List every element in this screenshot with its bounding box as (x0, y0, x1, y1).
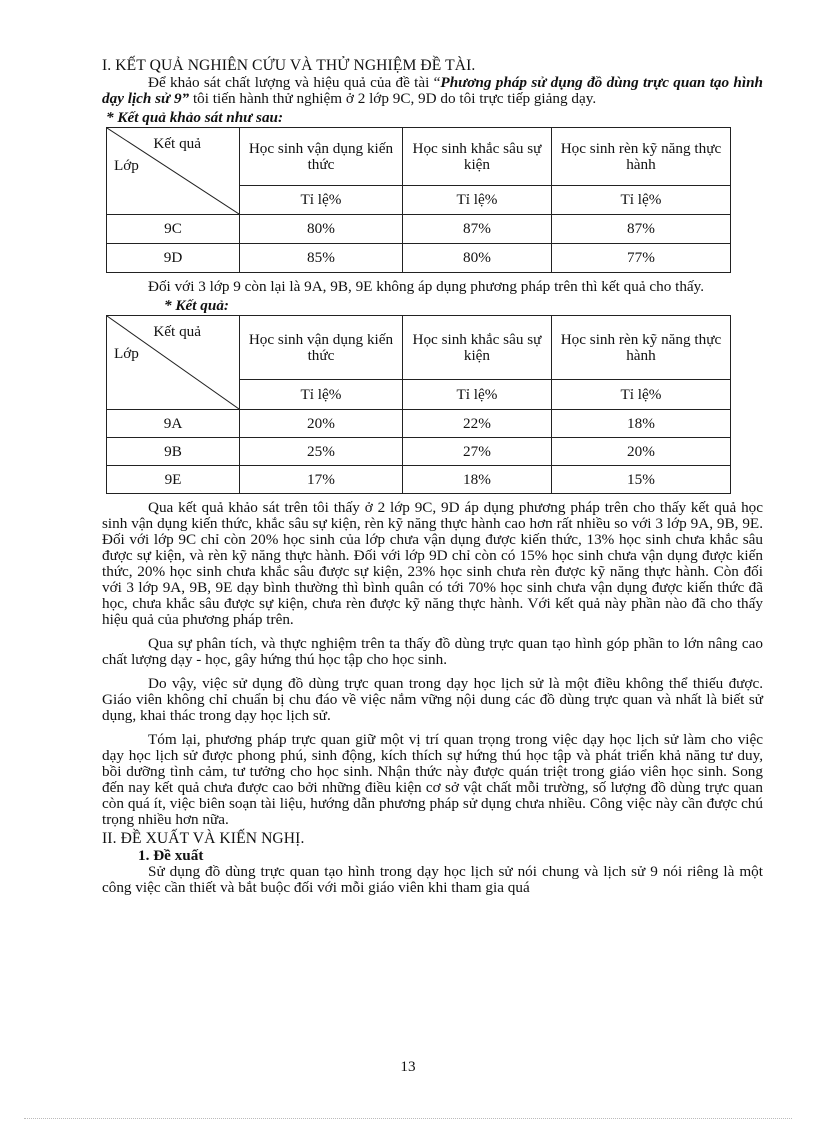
table-1-corner-cell (107, 128, 240, 215)
section-2-title: II. ĐỀ XUẤT VÀ KIẾN NGHỊ. (102, 830, 305, 847)
section-1-title: I. KẾT QUẢ NGHIÊN CỨU VÀ THỬ NGHIỆM ĐỀ TÀI. (102, 57, 476, 74)
table-2-subheader: Tỉ lệ% (551, 380, 730, 410)
value-cell: 20% (551, 438, 730, 466)
class-cell: 9D (107, 244, 240, 273)
table-2-subheader: Tỉ lệ% (402, 380, 551, 410)
analysis-paragraph: Qua sự phân tích, và thực nghiệm trên ta thấy đồ dùng trực quan tạo hình góp phần to lớn nâng cao chất lượng dạy - học, gây hứng thú học tập cho học sinh. (102, 635, 763, 668)
table-row (107, 244, 731, 273)
table-row (107, 438, 731, 466)
results-table-1 (106, 127, 731, 273)
analysis-paragraph: Tóm lại, phương pháp trực quan giữ một vị trí quan trọng trong việc dạy học lịch sử làm cho việc dạy học lịch sử được phong phú, sinh động, kích thích sự hứng thú học tập và phát triển khả năng tư duy, bồi dưỡng tình cảm, tư tưởng cho học sinh. Nhận thức này được quán triệt trong giáo viên học sinh. Song đến nay kết quả chưa được cao bởi những điều kiện cơ sở vật chất mỗi trường, số lượng đồ dùng trực quan còn quá ít, việc biên soạn tài liệu, hướng dẫn phương pháp sử dụng chưa nhiều. Công việc này cần được chú trọng nhiều hơn nữa. (102, 731, 763, 828)
note-paragraph: Đối với 3 lớp 9 còn lại là 9A, 9B, 9E không áp dụng phương pháp trên thì kết quả cho thấy. (148, 278, 705, 295)
table-1-subheader: Tỉ lệ% (402, 186, 551, 215)
corner-top-label: Kết quả (153, 135, 201, 152)
table-row (107, 215, 731, 244)
value-cell: 17% (240, 466, 403, 494)
table-2-corner-cell (107, 316, 240, 410)
results-table-2 (106, 315, 731, 494)
class-cell: 9C (107, 215, 240, 244)
intro-end: tôi tiến hành thử nghiệm ở 2 lớp 9C, 9D do tôi trực tiếp giảng dạy. (189, 90, 597, 107)
value-cell: 80% (240, 215, 403, 244)
intro-topic: Phương pháp sử dụng đồ dùng trực quan tạo hình dạy lịch sử 9” (102, 74, 763, 107)
table-2-subheader: Tỉ lệ% (240, 380, 403, 410)
value-cell: 18% (551, 410, 730, 438)
table-row (107, 466, 731, 494)
value-cell: 20% (240, 410, 403, 438)
table-1-header: Học sinh vận dụng kiến thức (240, 128, 403, 186)
table-2-header-row (107, 316, 731, 380)
corner-top-label: Kết quả (153, 323, 201, 340)
value-cell: 80% (402, 244, 551, 273)
table-1-header-row (107, 128, 731, 186)
value-cell: 25% (240, 438, 403, 466)
analysis-paragraph: Qua kết quả khảo sát trên tôi thấy ở 2 lớp 9C, 9D áp dụng phương pháp trên cho thấy kết quả học sinh vận dụng kiến thức, khắc sâu sự kiện, rèn kỹ năng thực hành cao hơn rất nhiều so với 3 lớp 9A, 9B, 9E. Đối với lớp 9C chỉ còn 20% học sinh của lớp chưa vận dụng được kiến thức, 13% học sinh chưa khắc sâu được sự kiện, và rèn kỹ năng thực hành. Đối với lớp 9D chỉ còn có 15% học sinh chưa vận dụng được kiến thức, 20% học sinh chưa khắc sâu được sự kiện, 23% học sinh chưa rèn được kỹ năng thực hành. Còn đối với 3 lớp 9A, 9B, 9E dạy bình thường thì bình quân có tới 70% học sinh chưa vận dụng được kiến thức đã học, chưa khắc sâu được sự kiện, chưa rèn được kỹ năng thực hành. Với kết quả này phần nào đã cho thấy hiệu quả của phương pháp trên. (102, 499, 763, 628)
table-2-header: Học sinh vận dụng kiến thức (240, 316, 403, 380)
value-cell: 27% (402, 438, 551, 466)
value-cell: 77% (551, 244, 730, 273)
table-1-header: Học sinh rèn kỹ năng thực hành (551, 128, 730, 186)
value-cell: 85% (240, 244, 403, 273)
class-cell: 9E (107, 466, 240, 494)
table-2-header: Học sinh khắc sâu sự kiện (402, 316, 551, 380)
class-cell: 9B (107, 438, 240, 466)
intro-paragraph (102, 75, 763, 107)
table-row (107, 410, 731, 438)
corner-bottom-label: Lớp (114, 345, 139, 362)
proposal-paragraph: Sử dụng đồ dùng trực quan tạo hình trong dạy học lịch sử nói chung và lịch sử 9 nói riêng là một công việc cần thiết và bắt buộc đối với mỗi giáo viên khi tham gia quá (102, 863, 763, 896)
value-cell: 22% (402, 410, 551, 438)
page-content (102, 58, 763, 896)
subsection-title: 1. Đề xuất (138, 847, 204, 864)
page-bottom-divider (24, 1118, 792, 1119)
page-number: 13 (400, 1058, 416, 1075)
table-1-subheader: Tỉ lệ% (551, 186, 730, 215)
value-cell: 18% (402, 466, 551, 494)
value-cell: 87% (551, 215, 730, 244)
table-1-subheader: Tỉ lệ% (240, 186, 403, 215)
intro-start: Để khảo sát chất lượng và hiệu quả của đề tài “ (148, 74, 441, 91)
value-cell: 87% (402, 215, 551, 244)
corner-bottom-label: Lớp (114, 157, 139, 174)
analysis-paragraph: Do vậy, việc sử dụng đồ dùng trực quan trong dạy học lịch sử là một điều không thể thiếu được. Giáo viên không chỉ chuẩn bị chu đáo về việc nắm vững nội dung các đồ dùng trực quan và nhất là biết sử dụng, khai thác trong dạy học lịch sử. (102, 675, 763, 724)
table-2-header: Học sinh rèn kỹ năng thực hành (551, 316, 730, 380)
table-1-header: Học sinh khắc sâu sự kiện (402, 128, 551, 186)
table-1-caption: * Kết quả khảo sát như sau: (106, 109, 284, 126)
value-cell: 15% (551, 466, 730, 494)
class-cell: 9A (107, 410, 240, 438)
table-2-caption: * Kết quả: (164, 297, 229, 314)
